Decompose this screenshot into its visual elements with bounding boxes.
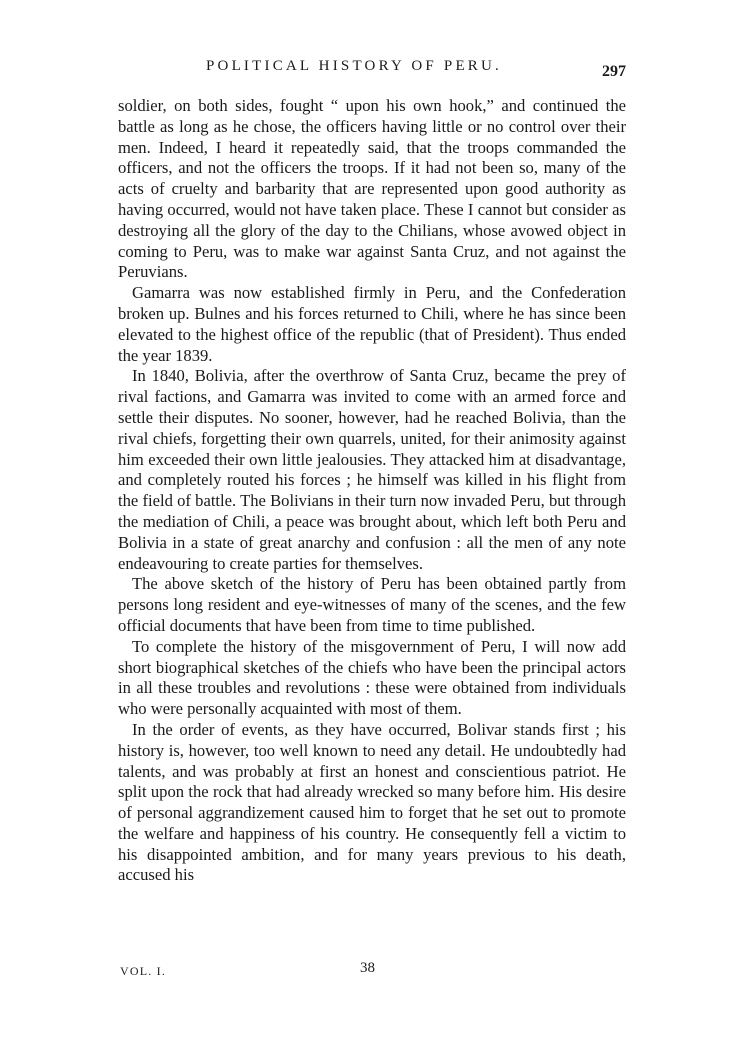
page-footer [120, 960, 626, 982]
paragraph-4: The above sketch of the history of Peru has been obtained partly from persons long resident and eye-witnesses of many of the scenes, and the few official documents that have been from time to time published. [118, 574, 626, 635]
volume-label: VOL. I. [120, 964, 167, 978]
running-head [118, 58, 626, 82]
running-title: POLITICAL HISTORY OF PERU. [206, 58, 502, 74]
paragraph-3: In 1840, Bolivia, after the overthrow of Santa Cruz, became the prey of rival factions, and Gamarra was invited to come with an armed force and settle their disputes. No sooner, however, had he reached Bolivia, than the rival chiefs, forgetting their own quarrels, united, for their animosity against him exceeded their own little jealousies. They attacked him at disadvantage, and completely routed his forces ; he himself was killed in his flight from the field of battle. The Bolivians in their turn now invaded Peru, but through the mediation of Chili, a peace was brought about, which left both Peru and Bolivia in a state of great anarchy and confusion : all the men of any note endeavouring to create parties for themselves. [118, 366, 626, 573]
paragraph-5: To complete the history of the misgovernment of Peru, I will now add short biographical sketches of the chiefs who have been the principal actors in all these troubles and revolutions : these were obtained from individuals who were personally acquainted with most of them. [118, 636, 626, 719]
paragraph-2: Gamarra was now established firmly in Peru, and the Confederation broken up. Bulnes and his forces returned to Chili, where he has since been elevated to the highest office of the republic (that of President). Thus ended the year 1839. [118, 283, 626, 365]
body-text [118, 96, 626, 886]
paragraph-6: In the order of events, as they have occurred, Bolivar stands first ; his history is, however, too well known to need any detail. He undoubtedly had talents, and was probably at first an honest and conscientious patriot. He split upon the rock that had already wrecked so many before him. His desire of personal aggrandizement caused him to forget that he set out to promote the welfare and happiness of his country. He consequently fell a victim to his disappointed ambition, and for many years previous to his death, accused his [118, 719, 626, 885]
signature-mark: 38 [360, 960, 375, 976]
page-number: 297 [602, 63, 626, 80]
paragraph-1: soldier, on both sides, fought “ upon his own hook,” and continued the battle as long as he chose, the officers having little or no control over their men. Indeed, I heard it repeatedly said, that the troops commanded the officers, and not the officers the troops. If it had not been so, many of the acts of cruelty and barbarity that are represented upon good authority as having occurred, would not have taken place. These I cannot but consider as destroying all the glory of the day to the Chilians, whose avowed object in coming to Peru, was to make war against Santa Cruz, and not against the Peruvians. [118, 96, 626, 282]
